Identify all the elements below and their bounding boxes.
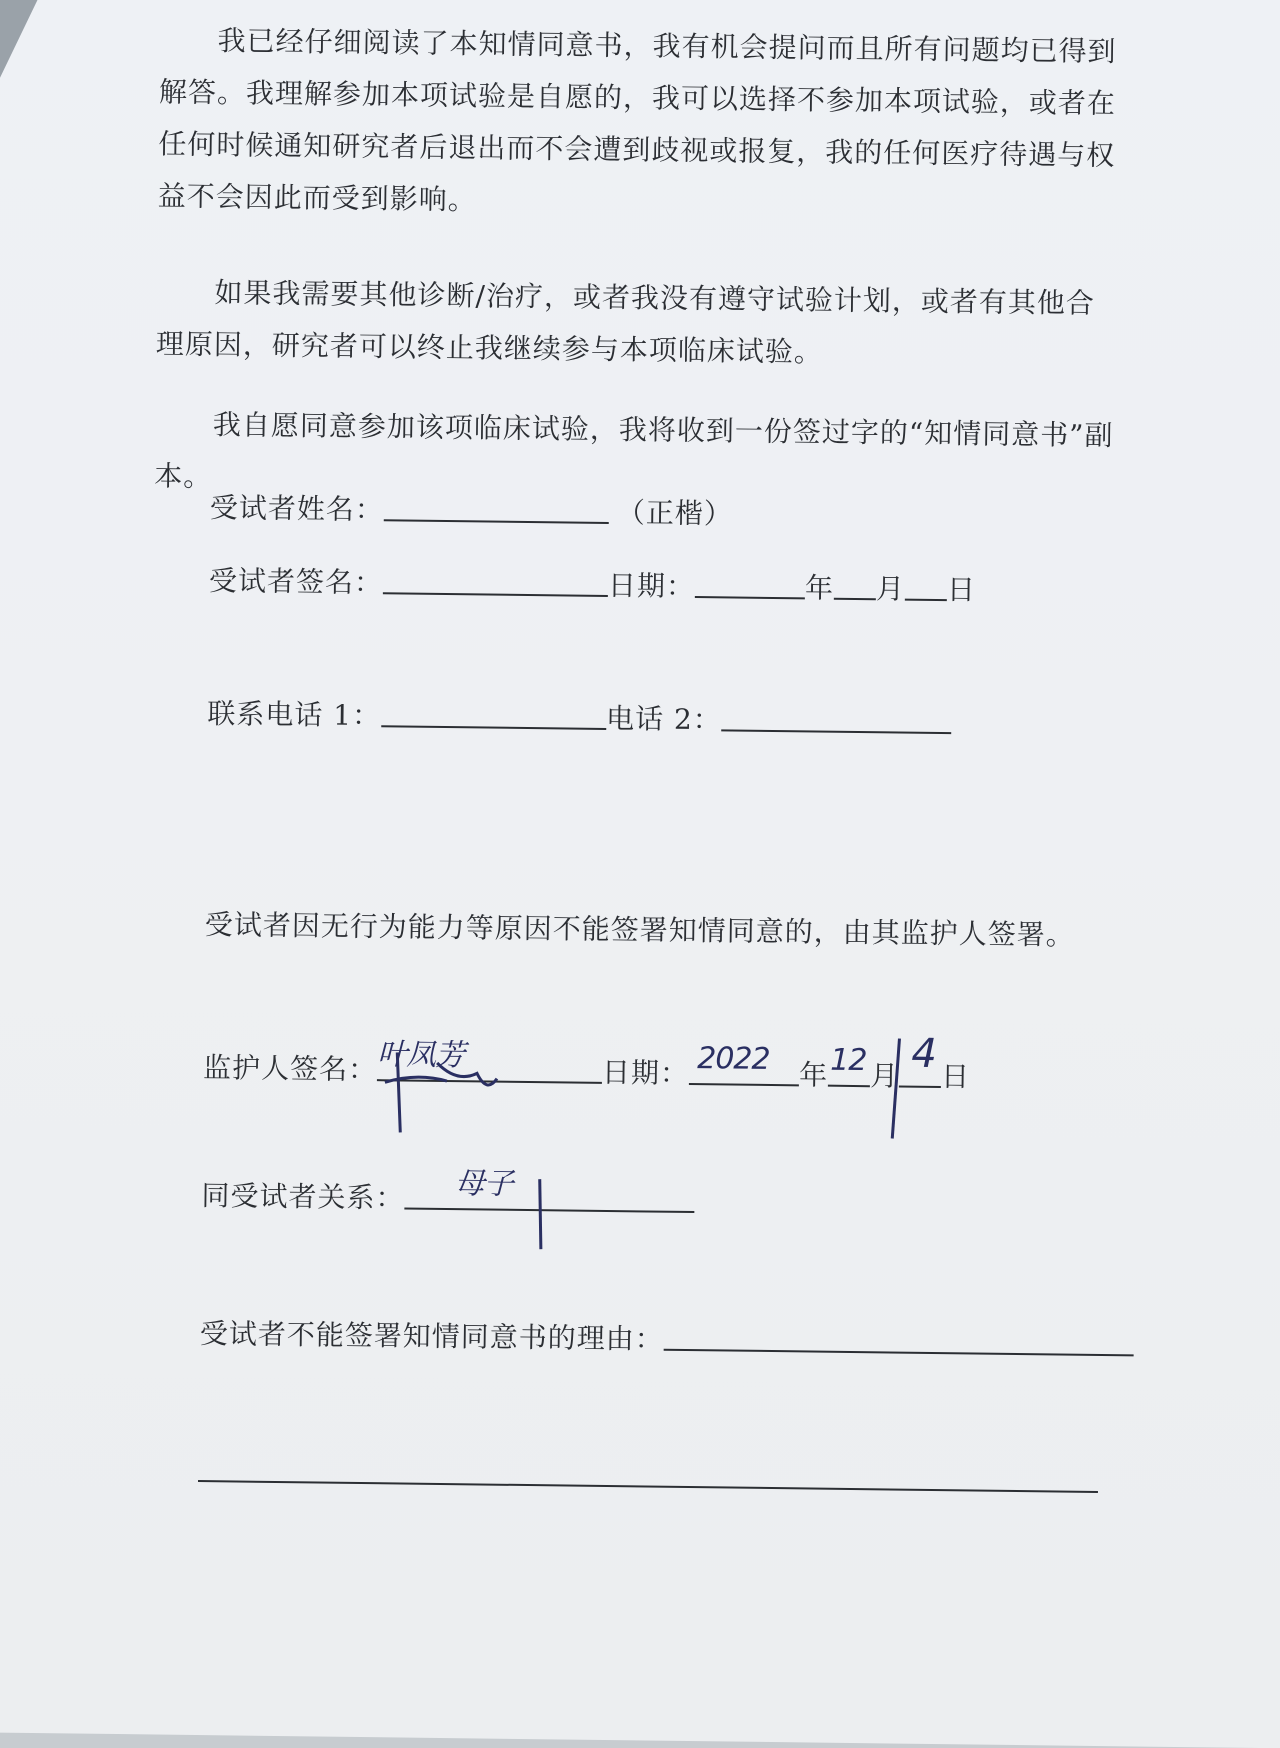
- guardian-date-label: 日期：: [601, 1055, 690, 1090]
- relation-label: 同受试者关系：: [201, 1179, 405, 1215]
- month-label: 月: [869, 1059, 900, 1093]
- reason-label: 受试者不能签署知情同意书的理由：: [199, 1317, 665, 1356]
- reason-row: [200, 1313, 1134, 1364]
- consent-paragraph-1: [157, 14, 1119, 234]
- reason-second-line-row: [198, 1450, 1098, 1501]
- reason-field-line-2[interactable]: [198, 1450, 1098, 1493]
- consent-paragraph-1-text: 我已经仔细阅读了本知情同意书，我有机会提问而且所有问题均已得到解答。我理解参加本项试验是自愿的，我可以选择不参加本项试验，或者在任何时候通知研究者后退出而不会遭到歧视或报复，我的任何医疗待遇与权益不会因此而受到影响。: [157, 24, 1117, 217]
- phone2-field[interactable]: [722, 699, 952, 734]
- consent-paragraph-3-text: 我自愿同意参加该项临床试验，我将收到一份签过字的“知情同意书”副本。: [154, 408, 1114, 494]
- guardian-month-field[interactable]: [828, 1042, 870, 1088]
- guardian-year-value: 2022: [697, 1041, 770, 1077]
- subject-sign-label: 受试者签名：: [208, 564, 384, 600]
- page-fold-corner: [0, 0, 50, 123]
- relation-value: 母子: [454, 1166, 513, 1202]
- guardian-day-value: 4: [911, 1030, 937, 1077]
- guardian-note: [205, 905, 1075, 956]
- subject-name-row: [210, 487, 733, 533]
- signature-stroke: [384, 1052, 497, 1133]
- day-stroke: [892, 1038, 899, 1138]
- subject-name-field[interactable]: [384, 489, 609, 524]
- subject-day-field[interactable]: [905, 569, 947, 602]
- subject-name-suffix: （正楷）: [616, 496, 734, 531]
- reason-field[interactable]: [664, 1319, 1134, 1357]
- relation-stroke-graphic: [525, 1174, 556, 1254]
- subject-sign-row: [209, 560, 977, 609]
- guardian-note-text: 受试者因无行为能力等原因不能签署知情同意的，由其监护人签署。: [204, 908, 1075, 952]
- consent-paragraph-2-text: 如果我需要其他诊断/治疗，或者我没有遵守试验计划，或者有其他合理原因，研究者可以终止我继续参与本项临床试验。: [155, 276, 1096, 369]
- year-label: 年: [804, 571, 835, 605]
- phone1-field[interactable]: [381, 695, 606, 730]
- subject-year-field[interactable]: [695, 566, 805, 599]
- guardian-sign-row: [202, 1030, 971, 1096]
- relation-row: [201, 1166, 694, 1221]
- phone1-label: 联系电话 1：: [207, 697, 382, 733]
- day-stroke-graphic: [878, 1033, 919, 1143]
- relation-stroke: [539, 1179, 542, 1249]
- month-label: 月: [875, 572, 906, 606]
- day-label: 日: [940, 1060, 971, 1094]
- guardian-sign-label: 监护人签名：: [202, 1051, 378, 1087]
- guardian-month-value: 12: [830, 1042, 867, 1079]
- subject-signature-field[interactable]: [383, 562, 608, 597]
- signature-stroke-graphic: [376, 1042, 517, 1144]
- subject-month-field[interactable]: [834, 568, 876, 601]
- guardian-signature: 叶凤芳: [377, 1037, 465, 1074]
- phone-row: [207, 693, 952, 742]
- guardian-year-field[interactable]: [689, 1041, 799, 1086]
- consent-paragraph-2: [156, 266, 1117, 382]
- subject-date-label: 日期：: [607, 568, 696, 604]
- year-label: 年: [798, 1058, 829, 1092]
- day-label: 日: [946, 573, 977, 607]
- phone2-label: 电话 2：: [605, 701, 722, 737]
- subject-name-label: 受试者姓名：: [209, 491, 385, 527]
